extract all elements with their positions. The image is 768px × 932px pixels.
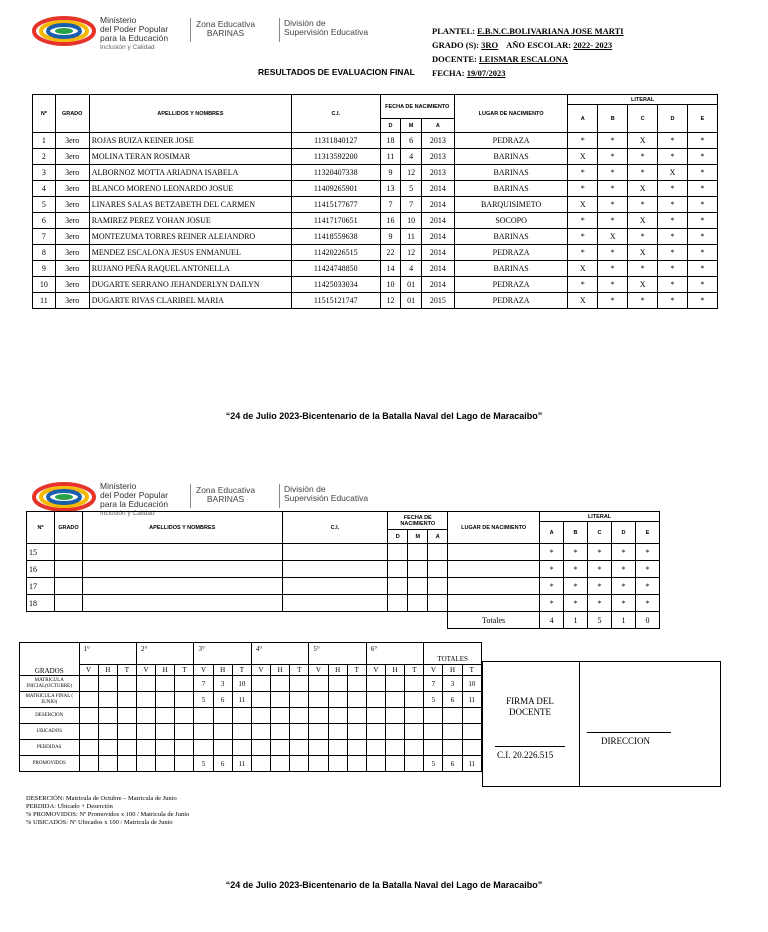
- table-row: 4 3ero BLANCO MORENO LEONARDO JOSUE 11409265901 13 5 2014 BARINAS * * X * *: [33, 181, 718, 197]
- ministry-swirl-icon: [32, 482, 96, 512]
- stats-row: DESERCION: [20, 708, 482, 724]
- table-row: 7 3ero MONTEZUMA TORRES REINER ALEJANDRO 11418559638 9 11 2014 BARINAS * X * * *: [33, 229, 718, 245]
- zona-educativa: Zona Educativa BARINAS: [196, 485, 256, 504]
- stats-row: UBICADOS: [20, 724, 482, 740]
- fecha-value: 19/07/2023: [466, 68, 506, 78]
- table-row: 2 3ero MOLINA TERAN ROSIMAR 11313592200 11 4 2013 BARINAS X * * * *: [33, 149, 718, 165]
- col-literal: LITERAL: [568, 95, 718, 105]
- total-a: 4: [540, 612, 564, 629]
- grado-value: 3RO: [481, 40, 499, 50]
- ministry-swirl-icon: [32, 16, 96, 46]
- table-row: 6 3ero RAMIREZ PEREZ YOHAN JOSUE 11417170651 16 10 2014 SOCOPO * * X * *: [33, 213, 718, 229]
- note-promovidos: % PROMOVIDOS: Nº Promovidos x 100 / Matricula de Junio: [26, 811, 190, 818]
- ministry-name: Ministerio del Poder Popular para la Educación Inclusión y Calidad: [100, 481, 169, 517]
- stats-row: MATRICULA INICIAL(OCTUBRE) 7 3 10 7 3 10: [20, 676, 482, 692]
- plantel-value: E.B.N.C.BOLIVARIANA JOSE MARTI: [477, 26, 624, 36]
- statistics-table: GRADOS 1° 2° 3° 4° 5° 6° TOTALES V H T V H T V H T V H T V H T V H T V H T MATRICULA INICIAL(OCTUBRE) 7 3 10 7 3 10 MATRICULA FINAL ( JUNIO) 5 6 11 5 6 11 DESERCION UBICADOS PERDIDAS PROMOVIDOS 5 6 11 5 6 11: [19, 642, 482, 772]
- stats-row: PERDIDAS: [20, 740, 482, 756]
- zona-educativa: Zona Educativa BARINAS: [196, 19, 256, 38]
- table-row: 15 * * * * *: [27, 544, 660, 561]
- grados-label: GRADOS: [20, 643, 80, 676]
- signature-box: [482, 661, 721, 787]
- total-e: 0: [635, 612, 659, 629]
- total-b: 1: [564, 612, 588, 629]
- division-supervision: División de Supervisión Educativa: [284, 484, 369, 503]
- table-row: 10 3ero DUGARTE SERRANO JEHANDERLYN DAILYN 11425033034 10 01 2014 PEDRAZA * * X * *: [33, 277, 718, 293]
- stats-row: MATRICULA FINAL ( JUNIO) 5 6 11 5 6 11: [20, 692, 482, 708]
- docente-value: LEISMAR ESCALONA: [479, 54, 569, 64]
- note-perdida: PERDIDA: Ubicado + Deserción: [26, 803, 113, 810]
- page-title: RESULTADOS DE EVALUACION FINAL: [258, 67, 415, 77]
- division-supervision: División de Supervisión Educativa: [284, 18, 369, 37]
- stats-row: PROMOVIDOS 5 6 11 5 6 11: [20, 756, 482, 772]
- table-row: 5 3ero LINARES SALAS BETZABETH DEL CARMEN 11415177677 7 7 2014 BARQUISIMETO X * * * *: [33, 197, 718, 213]
- results-table-continued: Nº GRADO APELLIDOS Y NOMBRES C.I. FECHA DE NACIMIENTO LUGAR DE NACIMIENTO LITERAL A B C D E D M A 15 * * * * * 16 * * * * * 17 * * * * * 18 * * * * * Totales 4 1 5 1 0: [26, 511, 660, 629]
- totales-label: Totales: [448, 612, 540, 629]
- docente-ci: C.I. 20.226.515: [497, 750, 554, 760]
- col-fecha-nac: FECHA DE NACIMIENTO: [380, 95, 454, 119]
- table-row: 8 3ero MENDEZ ESCALONA JESUS ENMANUEL 11420226515 22 12 2014 PEDRAZA * * X * *: [33, 245, 718, 261]
- table-row: 1 3ero ROJAS BUIZA KEINER JOSE 11311840127 18 6 2013 PEDRAZA * * X * *: [33, 133, 718, 149]
- col-ci: C.I.: [291, 95, 380, 133]
- total-c: 5: [588, 612, 612, 629]
- total-d: 1: [611, 612, 635, 629]
- anio-value: 2022- 2023: [573, 40, 613, 50]
- results-table: Nº GRADO APELLIDOS Y NOMBRES C.I. FECHA DE NACIMIENTO LUGAR DE NACIMIENTO LITERAL A B C D E D M A 1 3ero ROJAS BUIZA KEINER JOSE 11311840127 18 6 2013 PEDRAZA * * X * * 2 3ero MOLINA TERAN ROSIMAR 11313592200 11 4 2013 BARINAS X * * * * 3 3ero ALBORNOZ MOTTA ARIADNA ISABELA 11320407338 9 12 2013 BARINAS * * * X * 4 3ero BLANCO MORENO LEONARDO JOSUE 11409265901 13 5 2014 BARINAS * * X * * 5 3ero LINARES SALAS BETZABETH DEL CARMEN 11415177677 7 7 2014 BARQUISIMETO X * * * * 6 3ero RAMIREZ PEREZ YOHAN JOSUE 11417170651 16 10 2014 SOCOPO * * X * * 7 3ero MONTEZUMA TORRES REINER ALEJANDRO 11418559638 9 11 2014 BARINAS * X * * * 8 3ero MENDEZ ESCALONA JESUS ENMANUEL 11420226515 22 12 2014 PEDRAZA * * X * * 9 3ero RUJANO PEÑA RAQUEL ANTONELLA 11424748850 14 4 2014 BARINAS X * * * * 10 3ero DUGARTE SERRANO JEHANDERLYN DAILYN 11425033034 10 01 2014 PEDRAZA * * X * * 11 3ero DUGARTE RIVAS CLARIBEL MARIA 11515121747 12 01 2015 PEDRAZA X * * * *: [32, 94, 718, 309]
- totales-header: TOTALES: [424, 655, 482, 665]
- col-num: Nº: [33, 95, 56, 133]
- note-ubicados: % UBICADOS: Nº Ubicados x 100 / Matricula de Junio: [26, 819, 173, 826]
- header-info: PLANTEL: E.B.N.C.BOLIVARIANA JOSE MARTI GRADO (S): 3RO AÑO ESCOLAR: 2022- 2023 DOCENTE: LEISMAR ESCALONA FECHA: 19/07/2023: [432, 26, 624, 78]
- ministry-logo: [32, 14, 397, 50]
- col-nombres: APELLIDOS Y NOMBRES: [89, 95, 291, 133]
- table-row: 17 * * * * *: [27, 578, 660, 595]
- table-row: 18 * * * * *: [27, 595, 660, 612]
- note-desercion: DESERCIÓN: Matricula de Octubre – Matricula de Junio: [26, 795, 177, 802]
- firma-docente-label: FIRMA DEL DOCENTE: [506, 696, 554, 717]
- col-grado: GRADO: [55, 95, 89, 133]
- notes: [26, 795, 189, 827]
- motto: “24 de Julio 2023-Bicentenario de la Batalla Naval del Lago de Maracaibo”: [225, 411, 543, 421]
- ministry-name: Ministerio del Poder Popular para la Educación Inclusión y Calidad: [100, 15, 169, 51]
- table-row: 9 3ero RUJANO PEÑA RAQUEL ANTONELLA 11424748850 14 4 2014 BARINAS X * * * *: [33, 261, 718, 277]
- direccion-label: DIRECCION: [601, 736, 650, 746]
- col-lugar: LUGAR DE NACIMIENTO: [454, 95, 567, 133]
- motto-footer: “24 de Julio 2023-Bicentenario de la Batalla Naval del Lago de Maracaibo”: [225, 880, 543, 890]
- table-row: 3 3ero ALBORNOZ MOTTA ARIADNA ISABELA 11320407338 9 12 2013 BARINAS * * * X *: [33, 165, 718, 181]
- table-row: 16 * * * * *: [27, 561, 660, 578]
- table-row: 11 3ero DUGARTE RIVAS CLARIBEL MARIA 11515121747 12 01 2015 PEDRAZA X * * * *: [33, 293, 718, 309]
